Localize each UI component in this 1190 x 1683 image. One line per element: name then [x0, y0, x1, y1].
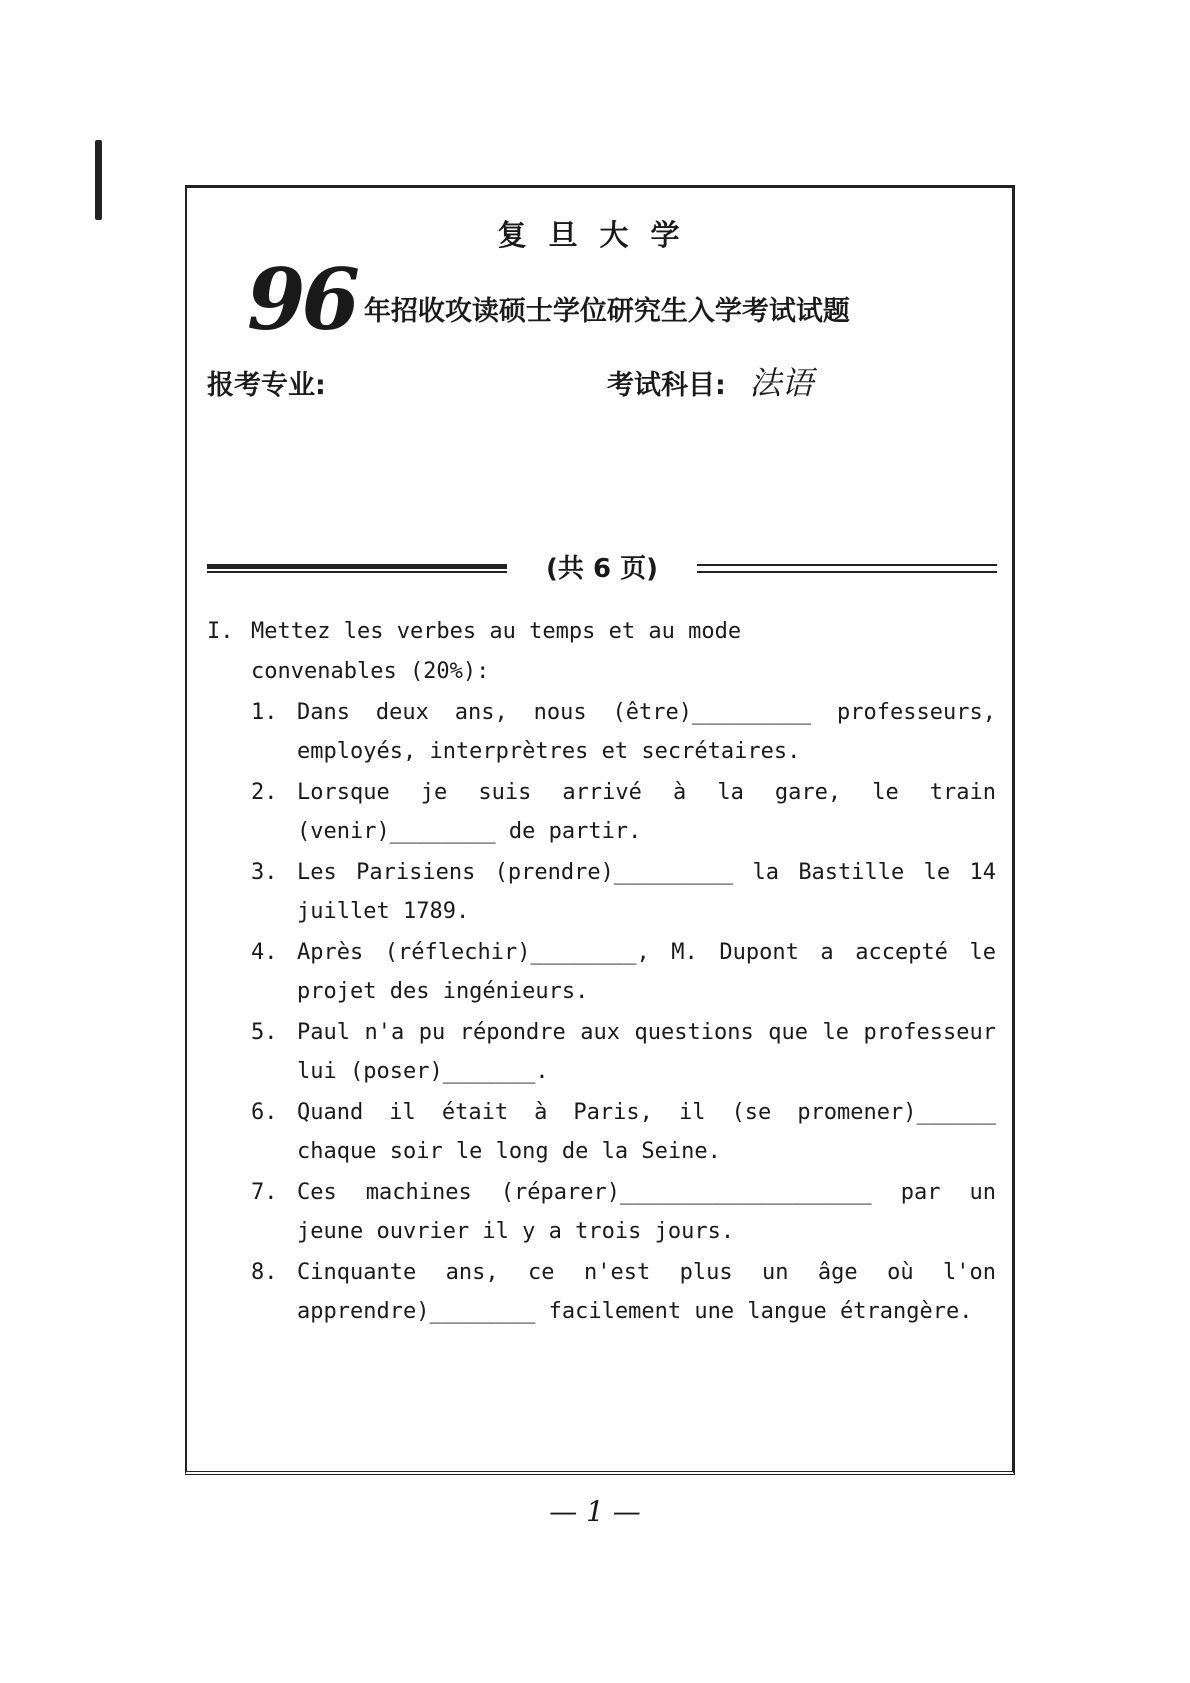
section-instruction-line1: Mettez les verbes au temps et au mode [251, 619, 742, 644]
major-label: 报考专业: [207, 370, 326, 401]
exam-title-line [247, 250, 850, 349]
question-number: 6. [251, 1100, 278, 1125]
section-instruction-line2: convenables (20%): [251, 659, 490, 684]
question-text: Après (réflechir)________, M. Dupont a accepté le projet des ingénieurs. [297, 940, 996, 1004]
question-text: Ces machines (réparer)___________________ par un jeune ouvrier il y a trois jours. [297, 1180, 996, 1244]
question-text: Lorsque je suis arrivé à la gare, le train (venir)________ de partir. [297, 780, 996, 844]
question-number: 2. [251, 780, 278, 805]
question-text: Dans deux ans, nous (être)_________ professeurs, employés, interprètres et secrétaires. [297, 700, 996, 764]
exam-frame [185, 185, 1015, 1475]
major-field [207, 363, 326, 402]
separator-line-right [697, 564, 997, 573]
question-text: Les Parisiens (prendre)_________ la Bastille le 14 juillet 1789. [297, 860, 996, 924]
subject-field [607, 358, 813, 404]
question-number: 4. [251, 940, 278, 965]
question-text: Paul n'a pu répondre aux questions que le professeur lui (poser)_______. [297, 1020, 996, 1084]
page-count: (共 6 页) [546, 554, 658, 584]
subject-value: 法语 [749, 364, 814, 402]
question-item [251, 1093, 996, 1171]
page-count-separator [207, 548, 997, 588]
question-item [251, 773, 996, 851]
question-list [251, 693, 996, 1333]
question-number: 5. [251, 1020, 278, 1045]
question-item [251, 1173, 996, 1251]
question-number: 1. [251, 700, 278, 725]
question-number: 8. [251, 1260, 278, 1285]
question-item [251, 693, 996, 771]
question-text: Quand il était à Paris, il (se promener)______ chaque soir le long de la Seine. [297, 1100, 996, 1164]
question-text: Cinquante ans, ce n'est plus un âge où l'on apprendre)________ facilement une langue étrangère. [297, 1260, 996, 1324]
question-item [251, 1013, 996, 1091]
exam-year: 96 [247, 250, 356, 349]
subject-label: 考试科目: [607, 370, 726, 401]
question-number: 7. [251, 1180, 278, 1205]
university-name: 复旦大学 [497, 218, 702, 252]
section-heading [207, 612, 987, 692]
separator-line-left [207, 564, 507, 573]
margin-mark [95, 140, 102, 220]
question-item [251, 1253, 996, 1331]
question-item [251, 933, 996, 1011]
exam-title: 年招收攻读硕士学位研究生入学考试试题 [363, 296, 850, 327]
question-item [251, 853, 996, 931]
section-number: I. [207, 619, 234, 644]
page-number: — 1 — [549, 1495, 641, 1528]
question-number: 3. [251, 860, 278, 885]
